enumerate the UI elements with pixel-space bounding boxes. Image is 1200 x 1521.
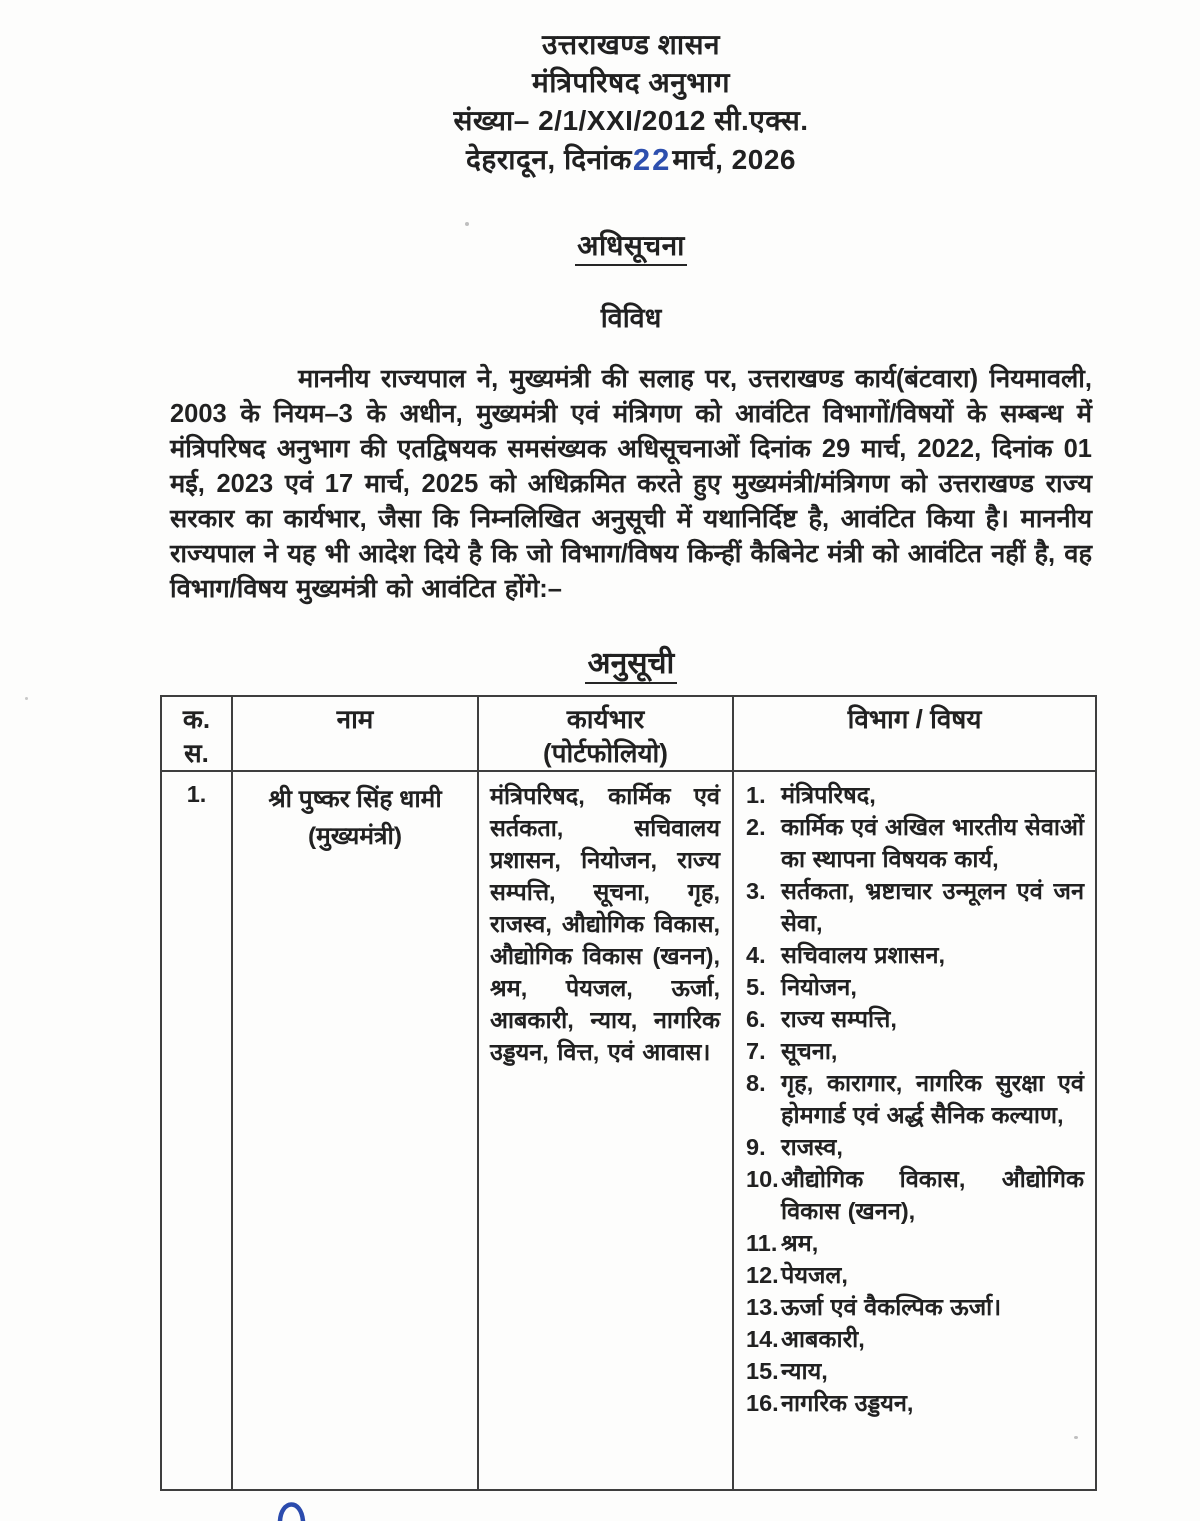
column-header-name: नाम	[233, 697, 479, 772]
section-name: मंत्रिपरिषद अनुभाग	[531, 67, 731, 98]
portfolio-header-line1: कार्यभार	[566, 704, 645, 734]
column-header-serial	[162, 697, 233, 772]
department-list-item	[739, 779, 1089, 811]
department-item-number: 2.	[746, 814, 766, 840]
department-list-item	[739, 1067, 1089, 1131]
department-list-item	[739, 1323, 1089, 1355]
department-item-number: 15.	[746, 1358, 779, 1384]
department-item-text: सर्तकता, भ्रष्टाचार उन्मूलन एवं जन सेवा,	[781, 878, 1084, 936]
department-item-number: 4.	[746, 942, 766, 968]
table-row-departments	[734, 772, 1095, 1489]
department-item-number: 11.	[746, 1230, 778, 1256]
department-item-text: औद्योगिक विकास, औद्योगिक विकास (खनन),	[781, 1166, 1084, 1224]
column-header-portfolio	[479, 697, 734, 772]
department-item-number: 6.	[746, 1006, 766, 1032]
minister-designation: (मुख्यमंत्री)	[307, 823, 403, 850]
department-item-text: सूचना,	[781, 1038, 838, 1064]
place-date-line	[31, 140, 1200, 179]
department-item-number: 7.	[746, 1038, 766, 1064]
department-item-number: 3.	[746, 878, 766, 904]
table-row-serial: 1.	[162, 772, 233, 1489]
department-item-number: 1.	[746, 782, 766, 808]
table-row-name	[233, 772, 479, 1489]
department-item-number: 12.	[746, 1262, 779, 1288]
column-header-department: विभाग / विषय	[734, 697, 1095, 772]
department-item-text: सचिवालय प्रशासन,	[781, 942, 946, 968]
department-list-item	[739, 939, 1089, 971]
department-list-item	[739, 1355, 1089, 1387]
department-list-item	[739, 1131, 1089, 1163]
letterhead	[31, 26, 1200, 179]
department-list-item	[739, 811, 1089, 875]
department-item-text: नागरिक उड्डयन,	[781, 1390, 914, 1416]
serial-header-line1: क.	[182, 704, 211, 734]
government-name: उत्तराखण्ड शासन	[541, 29, 721, 60]
notification-heading-text: अधिसूचना	[575, 230, 687, 266]
department-item-text: राज्य सम्पत्ति,	[781, 1006, 897, 1032]
department-item-text: ऊर्जा एवं वैकल्पिक ऊर्जा।	[781, 1294, 1002, 1320]
reference-number: संख्या– 2/1/XXI/2012 सी.एक्स.	[453, 105, 809, 136]
category-heading: विविध	[600, 303, 662, 333]
department-item-text: श्रम,	[781, 1230, 819, 1256]
department-list-item	[739, 1259, 1089, 1291]
order-paragraph: माननीय राज्यपाल ने, मुख्यमंत्री की सलाह पर, उत्तराखण्ड कार्य(बंटवारा) नियमावली, 2003 के नियम–3 के अधीन, मुख्यमंत्री एवं मंत्रिगण को आवंटित विभागों/विषयों के सम्बन्ध में मंत्रिपरिषद अनुभाग की एतद्विषयक समसंख्यक अधिसूचनाओं दिनांक 29 मार्च, 2022, दिनांक 01 मई, 2023 एवं 17 मार्च, 2025 को अधिक्रमित करते हुए मुख्यमंत्री/मंत्रिगण को उत्तराखण्ड राज्य सरकार का कार्यभार, जैसा कि निम्नलिखित अनुसूची में यथानिर्दिष्ट है, आवंटित किया है। माननीय राज्यपाल ने यह भी आदेश दिये है कि जो विभाग/विषय किन्हीं कैबिनेट मंत्री को आवंटित नहीं है, वह विभाग/विषय मुख्यमंत्री को आवंटित होंगे:–	[170, 365, 1092, 603]
department-list-item	[739, 971, 1089, 1003]
department-item-number: 10.	[746, 1166, 779, 1192]
department-item-number: 16.	[746, 1390, 779, 1416]
department-list-item	[739, 1003, 1089, 1035]
department-list-item	[739, 875, 1089, 939]
department-item-number: 8.	[746, 1070, 766, 1096]
scan-speck	[25, 697, 28, 700]
minister-name: श्री पुष्कर सिंह धामी	[268, 786, 442, 813]
serial-header-line2: स.	[184, 738, 209, 768]
date-prefix: देहरादून, दिनांक	[466, 144, 632, 175]
handwritten-day: 22	[632, 142, 672, 177]
department-item-text: राजस्व,	[781, 1134, 843, 1160]
portfolio-header-line2: (पोर्टफोलियो)	[543, 738, 668, 768]
pen-stroke-mark	[276, 1496, 308, 1521]
department-item-number: 5.	[746, 974, 766, 1000]
department-item-number: 14.	[746, 1326, 779, 1352]
schedule-heading	[31, 641, 1200, 682]
department-list-item	[739, 1291, 1089, 1323]
scan-speck	[465, 222, 469, 226]
schedule-heading-text: अनुसूची	[585, 647, 678, 684]
table-row-portfolio: मंत्रिपरिषद, कार्मिक एवं सर्तकता, सचिवालय प्रशासन, नियोजन, राज्य सम्पत्ति, सूचना, गृह, राजस्व, औद्योगिक विकास, औद्योगिक विकास (खनन), श्रम, पेयजल, ऊर्जा, आबकारी, न्याय, नागरिक उड्डयन, वित्त, एवं आवास।	[479, 772, 734, 1489]
date-suffix: मार्च, 2026	[672, 144, 796, 175]
department-item-number: 9.	[746, 1134, 766, 1160]
department-list-item	[739, 1227, 1089, 1259]
department-item-text: पेयजल,	[781, 1262, 848, 1288]
department-item-text: न्याय,	[781, 1358, 828, 1384]
department-list-item	[739, 1163, 1089, 1227]
department-item-text: नियोजन,	[781, 974, 857, 1000]
department-item-text: कार्मिक एवं अखिल भारतीय सेवाओं का स्थापना विषयक कार्य,	[781, 814, 1084, 872]
scan-speck	[1074, 1436, 1078, 1439]
department-item-number: 13.	[746, 1294, 779, 1320]
department-item-text: मंत्रिपरिषद,	[781, 782, 876, 808]
department-list-item	[739, 1035, 1089, 1067]
department-item-text: गृह, कारागार, नागरिक सुरक्षा एवं होमगार्ड एवं अर्द्ध सैनिक कल्याण,	[781, 1070, 1084, 1128]
notification-heading	[31, 226, 1200, 264]
department-list-item	[739, 1387, 1089, 1419]
department-item-text: आबकारी,	[781, 1326, 865, 1352]
schedule-table	[160, 695, 1097, 1491]
